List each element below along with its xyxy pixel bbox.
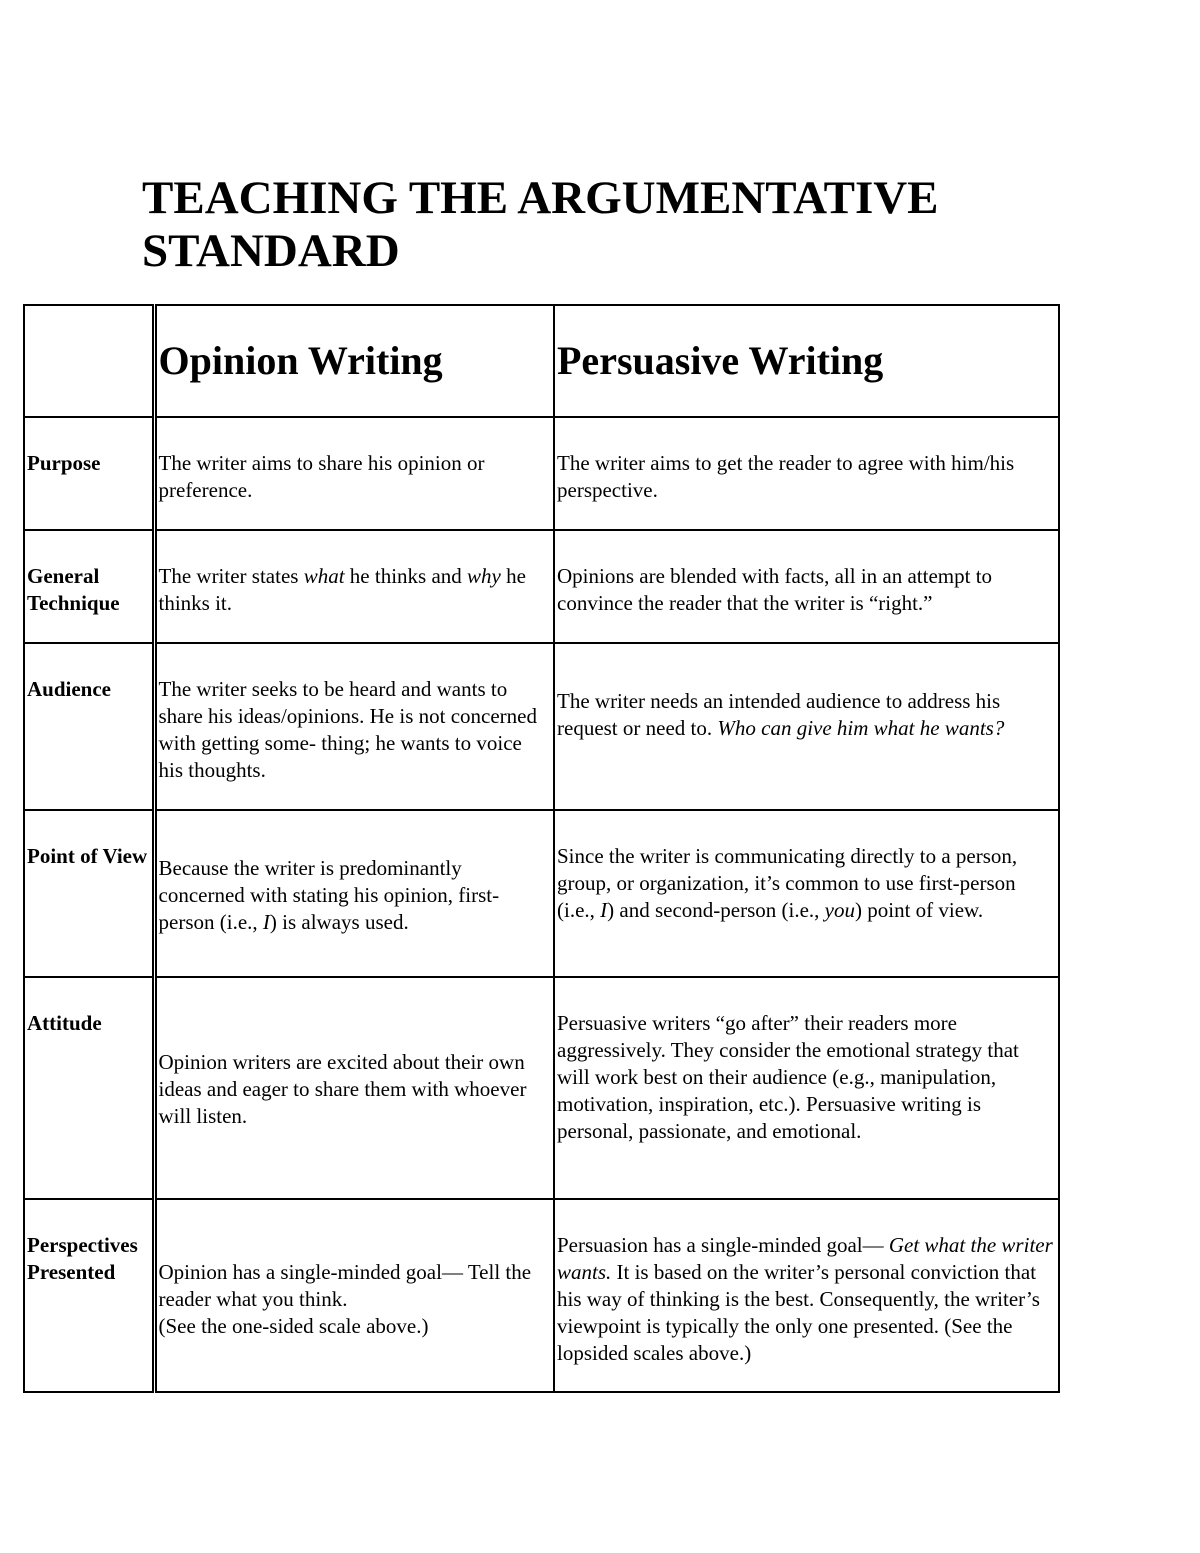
audience-opinion-cell: The writer seeks to be heard and wants to share his ideas/opinions. He is not concerned with getting some- thing; he wants to voice his thoughts. xyxy=(154,643,554,810)
perspectives-persuasive-cell: Persuasion has a single-minded goal— Get what the writer wants. It is based on the writer’s personal conviction that his way of thinking is the best. Consequently, the writer’s viewpoint is typically the only one presented. (See the lopsided scales above.) xyxy=(554,1199,1059,1392)
table-row xyxy=(24,1199,1059,1392)
audience-persuasive-cell: The writer needs an intended audience to address his request or need to. Who can give him what he wants? xyxy=(554,643,1059,810)
purpose-persuasive-cell: The writer aims to get the reader to agree with him/his perspective. xyxy=(554,417,1059,530)
table-row xyxy=(24,417,1059,530)
document-title: TEACHING THE ARGUMENTATIVE STANDARD xyxy=(142,172,939,277)
row-label-perspectives-presented: Perspectives Presented xyxy=(24,1199,154,1392)
row-label-purpose: Purpose xyxy=(24,417,154,530)
perspectives-opinion-cell: Opinion has a single-minded goal— Tell the reader what you think. (See the one-sided scale above.) xyxy=(154,1199,554,1392)
header-row xyxy=(24,305,1059,417)
header-opinion-writing: Opinion Writing xyxy=(154,305,554,417)
row-label-attitude: Attitude xyxy=(24,977,154,1199)
table-row xyxy=(24,810,1059,977)
comparison-table-wrapper xyxy=(23,304,1058,1393)
table-row xyxy=(24,977,1059,1199)
table-row xyxy=(24,530,1059,643)
row-label-audience: Audience xyxy=(24,643,154,810)
general-technique-persuasive-cell: Opinions are blended with facts, all in an attempt to convince the reader that the writer is “right.” xyxy=(554,530,1059,643)
purpose-opinion-cell: The writer aims to share his opinion or preference. xyxy=(154,417,554,530)
general-technique-opinion-cell: The writer states what he thinks and why he thinks it. xyxy=(154,530,554,643)
row-label-point-of-view: Point of View xyxy=(24,810,154,977)
point-of-view-persuasive-cell: Since the writer is communicating directly to a person, group, or organization, it’s common to use first-person (i.e., I) and second-person (i.e., you) point of view. xyxy=(554,810,1059,977)
table-row xyxy=(24,643,1059,810)
point-of-view-opinion-cell: Because the writer is predominantly concerned with stating his opinion, first-person (i.e., I) is always used. xyxy=(154,810,554,977)
attitude-opinion-cell: Opinion writers are excited about their own ideas and eager to share them with whoever will listen. xyxy=(154,977,554,1199)
comparison-table xyxy=(23,304,1060,1393)
header-persuasive-writing: Persuasive Writing xyxy=(554,305,1059,417)
attitude-persuasive-cell: Persuasive writers “go after” their readers more aggressively. They consider the emotional strategy that will work best on their audience (e.g., manipulation, motivation, inspiration, etc.). Persuasive writing is personal, passionate, and emotional. xyxy=(554,977,1059,1199)
header-blank-cell xyxy=(24,305,154,417)
row-label-general-technique: General Technique xyxy=(24,530,154,643)
